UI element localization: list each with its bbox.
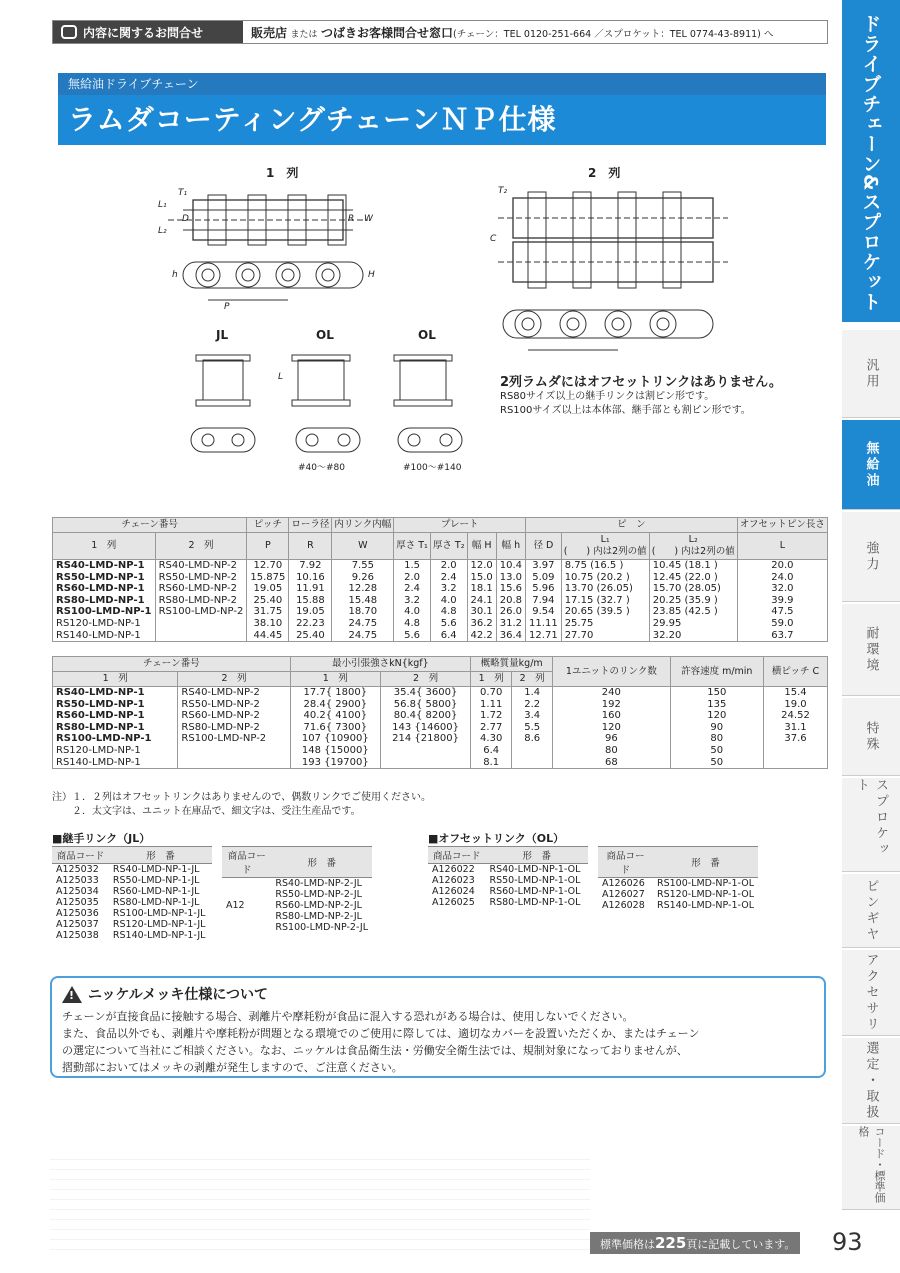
dim-r: R <box>348 214 355 224</box>
table-cell: 8.6 <box>512 733 553 745</box>
table-cell <box>512 757 553 769</box>
table-cell: 90 <box>670 722 763 734</box>
table-cell: 135 <box>670 699 763 711</box>
table-cell: 36.2 <box>467 618 496 630</box>
table-cell: 20.25 (35.9 ) <box>649 595 737 607</box>
table-cell: 40.2{ 4100} <box>290 710 380 722</box>
table-cell: 15.875 <box>247 572 289 584</box>
diagram-label-1row: 1 列 <box>266 166 299 180</box>
product-code: A125037 <box>56 919 99 930</box>
product-code <box>222 889 271 900</box>
product-code <box>222 878 271 890</box>
table-cell: 19.05 <box>289 606 332 618</box>
list-item <box>52 930 212 941</box>
dim-l2: L₂ <box>158 226 167 236</box>
table-cell: 15.0 <box>467 572 496 584</box>
ol1-label: OL <box>316 328 334 342</box>
table-cell: RS80-LMD-NP-1 <box>53 595 156 607</box>
table-cell: 0.70 <box>471 687 512 699</box>
table-cell: RS120-LMD-NP-1 <box>53 745 178 757</box>
product-code: A126022 <box>432 864 475 875</box>
table-cell: 10.4 <box>496 560 525 572</box>
jl-drawing <box>191 355 255 452</box>
table-cell: RS40-LMD-NP-1 <box>53 687 178 699</box>
dimension-table: チェーン番号 ピッチ ローラ径 内リンク内幅 プレート ピ ン オフセットピン長さ 1 列 2 列 P R W 厚さ T₁ 厚さ T₂ 幅 H 幅 h 径 D L₁ ( ) 内は2列の値 L₂ ( ) 内は2列の値 L RS40-LMD-NP-1 RS40-LMD-NP-2 12.70 7.92 7.55 1.5 2.0 12.0 10.4 3.97 8.75 (16.5 ) 10.45 (18.1 ) 20.0 RS50-LMD-NP-1 RS50-LMD-NP-2 15.875 10.16 9.26 2.0 2.4 15.0 13.0 5.09 10.75 (20.2 ) 12.45 (22.0 ) 24.0 RS60-LMD-NP-1 RS60-LMD-NP-2 19.05 11.91 12.28 2.4 3.2 18.1 15.6 5.96 13.70 (26.05) 15.70 (28.05) 32.0 RS80-LMD-NP-1 RS80-LMD-NP-2 25.40 15.88 15.48 3.2 4.0 24.1 20.8 7.94 17.15 (32.7 ) 20.25 (35.9 ) 39.9 RS100-LMD-NP-1 RS100-LMD-NP-2 31.75 19.05 18.70 4.0 4.8 30.1 26.0 9.54 20.65 (39.5 ) 23.85 (42.5 ) 47.5 RS120-LMD-NP-1 38.10 22.23 24.75 4.8 5.6 36.2 31.2 11.11 25.75 29.95 59.0 RS140-LMD-NP-1 44.45 25.40 24.75 5.6 6.4 42.2 36.4 12.71 27.70 32.20 63.7 <box>52 517 828 642</box>
product-code: A125036 <box>56 908 99 919</box>
product-type: RS40-LMD-NP-2-JL <box>275 878 362 889</box>
dim-w: W <box>364 214 373 224</box>
table-cell: 25.40 <box>247 595 289 607</box>
nickel-warning-box: ! ニッケルメッキ仕様について チェーンが直接食品に接触する場合、剥離片や摩耗粉が食品に混入する恐れがある場合は、使用しないでください。 また、食品以外でも、剥離片や摩耗粉が問題となる環境でのご使用に際しては、適切なカバーを設置いただくか、またはチェーン の選定について当社にご相談ください。なお、ニッケルは食品衛生法・労働安全衛生法では、規制対象になっておりませんが、 摺動部においてはメッキの剥離が発生しますので、ご注意ください。 <box>50 976 826 1078</box>
table-cell: 15.4 <box>763 687 827 699</box>
table-cell: RS60-LMD-NP-1 <box>53 710 178 722</box>
list-item <box>428 897 588 908</box>
product-type: RS50-LMD-NP-2-JL <box>275 889 362 900</box>
product-code: A125032 <box>56 864 99 875</box>
table-cell: 17.7{ 1800} <box>290 687 380 699</box>
table-cell: 150 <box>670 687 763 699</box>
table-cell: 4.0 <box>430 595 467 607</box>
table-cell: 20.65 (39.5 ) <box>561 606 649 618</box>
table-cell: 7.55 <box>332 560 394 572</box>
product-code: A125035 <box>56 897 99 908</box>
product-type: RS140-LMD-NP-1-JL <box>112 930 206 941</box>
table-cell: 12.71 <box>526 630 562 642</box>
table-cell: 20.0 <box>737 560 827 572</box>
product-type: RS40-LMD-NP-1-JL <box>112 864 200 875</box>
table-cell: 192 <box>553 699 670 711</box>
product-type: RS80-LMD-NP-1-OL <box>489 897 581 908</box>
product-type: RS40-LMD-NP-1-OL <box>489 864 581 875</box>
product-type: RS140-LMD-NP-1-OL <box>657 900 754 911</box>
table-cell: 32.20 <box>649 630 737 642</box>
table-cell: 7.94 <box>526 595 562 607</box>
dim-t1: T₁ <box>178 188 188 198</box>
table-cell: 4.8 <box>430 606 467 618</box>
product-type: RS80-LMD-NP-1-JL <box>112 897 200 908</box>
table-cell: 15.88 <box>289 595 332 607</box>
dim-t2: T₂ <box>498 186 508 196</box>
list-item <box>52 919 212 930</box>
table-row <box>53 687 828 699</box>
dim-l1: L₁ <box>158 200 167 210</box>
table-cell: 11.91 <box>289 583 332 595</box>
page-title: ラムダコーティングチェーンＮＰ仕様 <box>58 95 826 145</box>
ol-table-left: 商品コード 形 番 A126022 RS40-LMD-NP-1-OL A126023 RS50-LMD-NP-1-OL A126024 RS60-LMD-NP-1-OL A126025 RS80-LMD-NP-1-OL <box>428 846 588 908</box>
product-type: RS60-LMD-NP-1-JL <box>112 886 200 897</box>
single-chain-top-view <box>168 195 368 245</box>
table-row <box>53 722 828 734</box>
list-item <box>52 886 212 897</box>
table-cell: 25.75 <box>561 618 649 630</box>
table-cell: 2.4 <box>430 572 467 584</box>
table-cell: 39.9 <box>737 595 827 607</box>
table-row <box>53 606 828 618</box>
table-cell: RS50-LMD-NP-2 <box>178 699 290 711</box>
table-cell: 18.70 <box>332 606 394 618</box>
table-cell: 15.70 (28.05) <box>649 583 737 595</box>
table-row <box>53 745 828 757</box>
table-cell: 9.26 <box>332 572 394 584</box>
table-row <box>53 733 828 745</box>
table-cell: 2.0 <box>430 560 467 572</box>
table-cell: 5.6 <box>394 630 431 642</box>
list-item <box>222 900 372 911</box>
table-cell: 193 {19700} <box>290 757 380 769</box>
table-cell: 4.0 <box>394 606 431 618</box>
double-chain-side-view <box>503 310 713 350</box>
table-cell: 8.1 <box>471 757 512 769</box>
jl-table-left: 商品コード 形 番 A125032 RS40-LMD-NP-1-JL A125033 RS50-LMD-NP-1-JL A125034 RS60-LMD-NP-1-JL A125035 RS80-LMD-NP-1-JL A125036 RS100-LMD-NP-1-JL A125037 RS120-LMD-NP-1-JL A125038 RS140-LMD-NP-1-JL <box>52 846 212 941</box>
diagram-label-2row: 2 列 <box>588 166 621 180</box>
price-reference: 標準価格は225頁に記載しています。 <box>590 1232 800 1254</box>
side-tab-oilfree[interactable]: 無給油 <box>842 420 900 510</box>
side-main-tab[interactable]: ドライブチェーン&スプロケット <box>842 0 900 322</box>
table-cell: RS50-LMD-NP-1 <box>53 699 178 711</box>
dim-p: P <box>224 302 230 312</box>
product-code: A126025 <box>432 897 475 908</box>
ol2-range: #100～#140 <box>403 463 462 473</box>
dim-hh: H <box>368 270 375 280</box>
table-cell: RS120-LMD-NP-1 <box>53 618 156 630</box>
table-cell: 80 <box>553 745 670 757</box>
table-cell <box>380 745 470 757</box>
table-row <box>53 595 828 607</box>
table-cell <box>380 757 470 769</box>
product-code: A126028 <box>602 900 645 911</box>
table-cell: 37.6 <box>763 733 827 745</box>
contact-bar <box>52 20 828 44</box>
ol2-label: OL <box>418 328 436 342</box>
list-item <box>222 878 372 890</box>
table-cell: 28.4{ 2900} <box>290 699 380 711</box>
product-type: RS80-LMD-NP-2-JL <box>275 911 362 922</box>
double-row-note: 2列ラムダにはオフセットリンクはありません。 RS80サイズ以上の継手リンクは割ピン形です。 RS100サイズ以上は本体部、継手部とも割ピン形です。 <box>500 375 782 416</box>
table-cell: 96 <box>553 733 670 745</box>
table-cell: 1.11 <box>471 699 512 711</box>
table-row <box>53 699 828 711</box>
table-cell: RS50-LMD-NP-2 <box>155 572 247 584</box>
list-item <box>428 886 588 897</box>
list-item <box>52 908 212 919</box>
table-cell: 8.75 (16.5 ) <box>561 560 649 572</box>
table-cell: 31.75 <box>247 606 289 618</box>
table-cell: 27.70 <box>561 630 649 642</box>
table-cell: 1.72 <box>471 710 512 722</box>
table-cell: RS100-LMD-NP-1 <box>53 606 156 618</box>
table-cell: RS60-LMD-NP-1 <box>53 583 156 595</box>
dimension-table-body <box>53 560 828 642</box>
product-code <box>222 911 271 922</box>
table-cell: 160 <box>553 710 670 722</box>
table-cell: RS100-LMD-NP-2 <box>178 733 290 745</box>
warning-icon <box>62 986 82 1003</box>
table-cell: 19.05 <box>247 583 289 595</box>
list-item <box>428 875 588 886</box>
table-cell: 3.4 <box>512 710 553 722</box>
table-cell: 12.0 <box>467 560 496 572</box>
table-cell: 19.0 <box>763 699 827 711</box>
table-cell <box>763 745 827 757</box>
product-code: A12 <box>226 900 245 911</box>
ol1-drawing <box>292 355 360 452</box>
table-cell: 29.95 <box>649 618 737 630</box>
dim-d: D <box>182 214 189 224</box>
product-type: RS100-LMD-NP-1-JL <box>112 908 206 919</box>
table-cell: 11.11 <box>526 618 562 630</box>
double-chain-top-view <box>498 192 728 288</box>
table-cell: 6.4 <box>471 745 512 757</box>
chain-drawing <box>58 150 826 510</box>
list-item <box>222 922 372 933</box>
table-cell <box>178 745 290 757</box>
table-cell: 35.4{ 3600} <box>380 687 470 699</box>
list-item <box>598 878 758 890</box>
product-code: A126024 <box>432 886 475 897</box>
table-cell: 31.2 <box>496 618 525 630</box>
product-code: A126026 <box>602 878 645 889</box>
ol-table-right: 商品コード 形 番 A126026 RS100-LMD-NP-1-OL A126027 RS120-LMD-NP-1-OL A126028 RS140-LMD-NP-1-OL <box>598 846 758 911</box>
table-cell: 25.40 <box>289 630 332 642</box>
table-cell: RS40-LMD-NP-1 <box>53 560 156 572</box>
product-type: RS120-LMD-NP-1-JL <box>112 919 206 930</box>
table-cell: 5.5 <box>512 722 553 734</box>
side-tab-code-price[interactable]: コード・標準価格 <box>842 1126 900 1210</box>
table-cell: 107 {10900} <box>290 733 380 745</box>
table-cell: 2.77 <box>471 722 512 734</box>
table-cell: 214 {21800} <box>380 733 470 745</box>
table-cell: 24.1 <box>467 595 496 607</box>
table-row <box>53 560 828 572</box>
product-type: RS120-LMD-NP-1-OL <box>657 889 754 900</box>
table-cell: 120 <box>553 722 670 734</box>
faded-backprint <box>50 1150 590 1250</box>
product-type: RS100-LMD-NP-1-OL <box>657 878 754 889</box>
product-code: A125034 <box>56 886 99 897</box>
table-cell: 2.4 <box>394 583 431 595</box>
jl-label: JL <box>216 328 229 342</box>
jl-title: ■継手リンク（JL） <box>52 832 151 845</box>
table-cell <box>155 618 247 630</box>
table-cell: 50 <box>670 745 763 757</box>
table-cell: 4.8 <box>394 618 431 630</box>
table-cell: 7.92 <box>289 560 332 572</box>
product-type: RS60-LMD-NP-1-OL <box>489 886 581 897</box>
table-cell: 42.2 <box>467 630 496 642</box>
table-notes: 注）１．２列はオフセットリンクはありませんので、偶数リンクでご使用ください。 ２．太文字は、ユニット在庫品で、細文字は、受注生産品です。 <box>52 792 431 817</box>
side-tab-special[interactable]: 特殊 <box>842 698 900 776</box>
product-type: RS100-LMD-NP-2-JL <box>275 922 368 933</box>
strength-table-body <box>53 687 828 769</box>
table-cell: 10.45 (18.1 ) <box>649 560 737 572</box>
list-item <box>428 864 588 876</box>
side-tab-sprocket[interactable]: スプロケット <box>842 778 900 872</box>
dim-h: h <box>172 270 178 280</box>
ol1-range: #40～#80 <box>298 463 345 473</box>
table-cell: 59.0 <box>737 618 827 630</box>
table-cell: 5.96 <box>526 583 562 595</box>
table-cell: 5.6 <box>430 618 467 630</box>
table-cell: 32.0 <box>737 583 827 595</box>
table-cell: 38.10 <box>247 618 289 630</box>
ol-title: ■オフセットリンク（OL） <box>428 832 565 845</box>
list-item <box>52 864 212 876</box>
table-cell: 44.45 <box>247 630 289 642</box>
table-row <box>53 710 828 722</box>
table-cell: 36.4 <box>496 630 525 642</box>
table-cell: 22.23 <box>289 618 332 630</box>
table-cell: RS100-LMD-NP-1 <box>53 733 178 745</box>
table-cell: RS140-LMD-NP-1 <box>53 757 178 769</box>
table-cell: RS140-LMD-NP-1 <box>53 630 156 642</box>
table-cell: RS80-LMD-NP-2 <box>178 722 290 734</box>
table-cell: 10.16 <box>289 572 332 584</box>
dim-c: C <box>490 234 497 244</box>
table-cell: 143 {14600} <box>380 722 470 734</box>
table-cell: 148 {15000} <box>290 745 380 757</box>
table-cell: RS60-LMD-NP-2 <box>155 583 247 595</box>
side-tab-pingear[interactable]: ピンギヤ <box>842 874 900 948</box>
product-code: A126023 <box>432 875 475 886</box>
product-code: A126027 <box>602 889 645 900</box>
strength-table: チェーン番号 最小引張強さkN{kgf} 概略質量kg/m 1ユニットのリンク数 許容速度 m/min 横ピッチ C 1 列 2 列 1 列 2 列 1 列 2 列 RS40-LMD-NP-1 RS40-LMD-NP-2 17.7{ 1800} 35.4{ 3600} 0.70 1.4 240 150 15.4 RS50-LMD-NP-1 RS50-LMD-NP-2 28.4{ 2900} 56.8{ 5800} 1.11 2.2 192 135 19.0 RS60-LMD-NP-1 RS60-LMD-NP-2 40.2{ 4100} 80.4{ 8200} 1.72 3.4 160 120 24.52 RS80-LMD-NP-1 RS80-LMD-NP-2 71.6{ 7300} 143 {14600} 2.77 5.5 120 90 31.1 RS100-LMD-NP-1 RS100-LMD-NP-2 107 {10900} 214 {21800} 4.30 8.6 96 80 37.6 RS120-LMD-NP-1 148 {15000} 6.4 80 50 RS140-LMD-NP-1 193 {19700} 8.1 68 50 <box>52 656 828 769</box>
table-cell: RS80-LMD-NP-2 <box>155 595 247 607</box>
list-item <box>52 875 212 886</box>
ol2-drawing <box>394 355 462 452</box>
side-tab-environment[interactable]: 耐環境 <box>842 604 900 696</box>
list-item <box>222 889 372 900</box>
product-type: RS60-LMD-NP-2-JL <box>275 900 362 911</box>
table-cell: RS60-LMD-NP-2 <box>178 710 290 722</box>
table-cell: RS40-LMD-NP-2 <box>178 687 290 699</box>
table-cell: RS40-LMD-NP-2 <box>155 560 247 572</box>
page-number: 93 <box>832 1228 863 1256</box>
table-cell: 24.52 <box>763 710 827 722</box>
table-cell: 80 <box>670 733 763 745</box>
table-cell: 68 <box>553 757 670 769</box>
table-cell: 71.6{ 7300} <box>290 722 380 734</box>
table-cell: 5.09 <box>526 572 562 584</box>
table-cell: 12.70 <box>247 560 289 572</box>
table-cell: 3.2 <box>394 595 431 607</box>
table-cell: 63.7 <box>737 630 827 642</box>
contact-text: 販売店 または つばきお客様問合せ窓口(チェーン：TEL 0120-251-664 ／スプロケット：TEL 0774-43-8911) へ <box>251 25 774 40</box>
table-cell: 20.8 <box>496 595 525 607</box>
product-code: A125033 <box>56 875 99 886</box>
table-cell: 10.75 (20.2 ) <box>561 572 649 584</box>
side-tab-general[interactable]: 汎用 <box>842 330 900 418</box>
table-cell: 24.75 <box>332 618 394 630</box>
list-item <box>598 900 758 911</box>
side-tab-selection[interactable]: 選定・取扱 <box>842 1038 900 1124</box>
table-cell: 2.0 <box>394 572 431 584</box>
table-cell: 12.28 <box>332 583 394 595</box>
table-cell <box>512 745 553 757</box>
table-cell: 15.48 <box>332 595 394 607</box>
table-cell: RS50-LMD-NP-1 <box>53 572 156 584</box>
header-subtitle: 無給油ドライブチェーン <box>58 73 826 95</box>
product-type: RS50-LMD-NP-1-OL <box>489 875 581 886</box>
table-cell: 15.6 <box>496 583 525 595</box>
table-cell: 6.4 <box>430 630 467 642</box>
list-item <box>598 889 758 900</box>
contact-label: 内容に関するお問合せ <box>53 21 243 43</box>
table-cell <box>763 757 827 769</box>
table-row <box>53 572 828 584</box>
table-cell: 50 <box>670 757 763 769</box>
table-cell: 9.54 <box>526 606 562 618</box>
table-cell: RS100-LMD-NP-2 <box>155 606 247 618</box>
jl-table-right: 商品コード 形 番 RS40-LMD-NP-2-JL RS50-LMD-NP-2-JL A12 RS60-LMD-NP-2-JL RS80-LMD-NP-2-JL RS100-LMD-NP-2-JL <box>222 846 372 933</box>
table-cell: 1.5 <box>394 560 431 572</box>
table-cell: 24.75 <box>332 630 394 642</box>
table-row <box>53 583 828 595</box>
table-cell: 1.4 <box>512 687 553 699</box>
list-item <box>52 897 212 908</box>
table-cell: 120 <box>670 710 763 722</box>
table-cell: 18.1 <box>467 583 496 595</box>
dim-l: L <box>278 372 284 382</box>
product-type: RS50-LMD-NP-1-JL <box>112 875 200 886</box>
product-code <box>222 922 271 933</box>
list-item <box>222 911 372 922</box>
table-cell: 26.0 <box>496 606 525 618</box>
table-cell: 23.85 (42.5 ) <box>649 606 737 618</box>
table-row <box>53 757 828 769</box>
table-cell <box>178 757 290 769</box>
table-cell: 80.4{ 8200} <box>380 710 470 722</box>
table-cell: 3.97 <box>526 560 562 572</box>
table-cell <box>155 630 247 642</box>
table-cell: 24.0 <box>737 572 827 584</box>
single-chain-side-view <box>183 262 363 300</box>
table-cell: 240 <box>553 687 670 699</box>
table-cell: 4.30 <box>471 733 512 745</box>
table-cell: RS80-LMD-NP-1 <box>53 722 178 734</box>
product-code: A125038 <box>56 930 99 941</box>
table-cell: 30.1 <box>467 606 496 618</box>
table-row <box>53 618 828 630</box>
side-tab-accessory[interactable]: アクセサリ <box>842 950 900 1036</box>
table-row <box>53 630 828 642</box>
side-tab-strong[interactable]: 強力 <box>842 512 900 602</box>
table-cell: 12.45 (22.0 ) <box>649 572 737 584</box>
chain-diagrams <box>58 150 826 510</box>
table-cell: 31.1 <box>763 722 827 734</box>
table-cell: 13.70 (26.05) <box>561 583 649 595</box>
table-cell: 17.15 (32.7 ) <box>561 595 649 607</box>
phone-icon <box>61 25 77 39</box>
table-cell: 47.5 <box>737 606 827 618</box>
table-cell: 56.8{ 5800} <box>380 699 470 711</box>
table-cell: 2.2 <box>512 699 553 711</box>
table-cell: 13.0 <box>496 572 525 584</box>
table-cell: 3.2 <box>430 583 467 595</box>
